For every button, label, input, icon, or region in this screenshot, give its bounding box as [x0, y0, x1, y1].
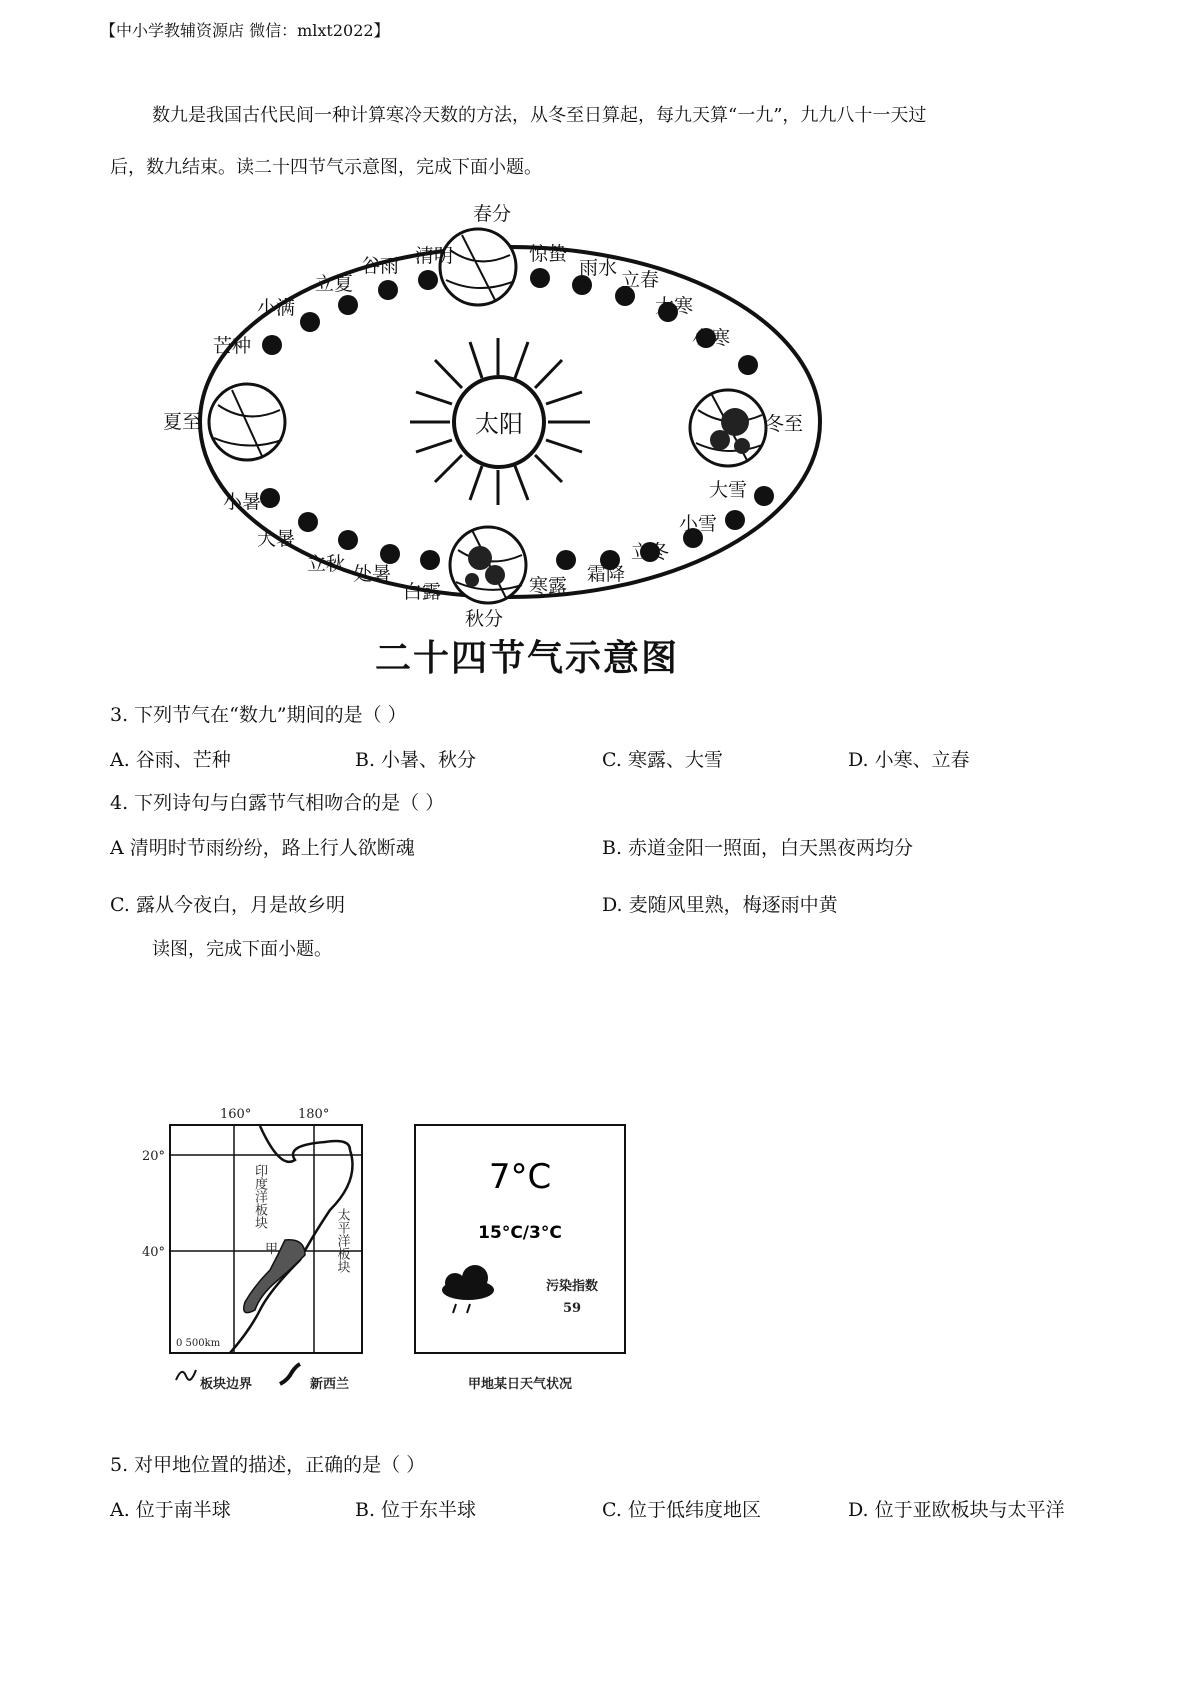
term-label: 大暑 — [256, 528, 296, 550]
new-zealand-map-figure — [110, 1070, 670, 1390]
term-label: 夏至 — [162, 411, 202, 433]
q4-option-b[interactable]: B. 赤道金阳一照面，白天黑夜两均分 — [602, 837, 914, 859]
map-place-jia: 甲 — [265, 1242, 279, 1257]
term-label: 冬至 — [764, 413, 804, 435]
intro-paragraph — [110, 90, 1110, 194]
weather-caption: 甲地某日天气状况 — [467, 1377, 573, 1392]
q3-option-b[interactable]: B. 小暑、秋分 — [355, 749, 477, 771]
q3-option-d[interactable]: D. 小寒、立春 — [848, 749, 970, 771]
legend-nz-label: 新西兰 — [310, 1377, 350, 1392]
map-lat-40: 40° — [142, 1245, 166, 1260]
legend-nz-icon — [280, 1364, 300, 1384]
term-label: 寒露 — [528, 575, 568, 597]
sun-label: 太阳 — [475, 410, 523, 438]
pollution-value: 59 — [562, 1301, 582, 1316]
q5-stem: 5. 对甲地位置的描述，正确的是（ ） — [110, 1454, 426, 1476]
term-label: 雨水 — [578, 257, 618, 279]
weather-temp: 7°C — [488, 1157, 552, 1197]
q5-option-a[interactable]: A. 位于南半球 — [110, 1499, 231, 1521]
intro-line-2: 后，数九结束。读二十四节气示意图，完成下面小题。 — [110, 157, 542, 178]
term-label: 清明 — [414, 245, 454, 267]
pollution-label: 污染指数 — [545, 1279, 599, 1294]
q3-option-a[interactable]: A. 谷雨、芒种 — [110, 749, 231, 771]
q5-option-b[interactable]: B. 位于东半球 — [355, 1499, 477, 1521]
q4-option-c[interactable]: C. 露从今夜白，月是故乡明 — [110, 894, 345, 916]
legend-boundary-label: 板块边界 — [200, 1377, 253, 1392]
term-label: 小暑 — [222, 491, 262, 513]
q3-option-c[interactable]: C. 寒露、大雪 — [602, 749, 723, 771]
q5-option-c[interactable]: C. 位于低纬度地区 — [602, 1499, 761, 1521]
map-scale: 0 500km — [176, 1338, 221, 1349]
term-label: 秋分 — [464, 608, 504, 630]
read-instruction: 读图，完成下面小题。 — [152, 939, 332, 960]
term-label: 立冬 — [630, 541, 670, 563]
map-lon-180: 180° — [298, 1107, 330, 1122]
q4-stem: 4. 下列诗句与白露节气相吻合的是（ ） — [110, 792, 445, 814]
term-label: 大寒 — [654, 295, 694, 317]
term-label: 谷雨 — [360, 255, 400, 277]
term-label: 处暑 — [352, 563, 392, 585]
term-label: 小雪 — [678, 513, 718, 535]
q3-stem: 3. 下列节气在“数九”期间的是（ ） — [110, 704, 407, 726]
term-label: 小满 — [256, 297, 296, 319]
map-lon-160: 160° — [220, 1107, 252, 1122]
term-label: 芒种 — [212, 335, 252, 357]
figure1-title: 二十四节气示意图 — [375, 638, 680, 679]
intro-line-1: 数九是我国古代民间一种计算寒冷天数的方法，从冬至日算起，每九天算“一九”，九九八十一天过 — [152, 105, 927, 126]
solar-terms-diagram — [150, 200, 870, 630]
map-lat-20: 20° — [142, 1149, 166, 1164]
term-label: 白露 — [402, 581, 442, 603]
q5-option-d[interactable]: D. 位于亚欧板块与太平洋 — [848, 1499, 1065, 1521]
map-indian-plate: 印度洋板块 — [202, 1164, 267, 1179]
term-label: 惊蛰 — [528, 243, 568, 265]
term-label: 立夏 — [314, 273, 354, 295]
term-label: 立秋 — [306, 553, 346, 575]
q4-option-a[interactable]: A 清明时节雨纷纷，路上行人欲断魂 — [110, 837, 415, 859]
term-label: 立春 — [620, 269, 660, 291]
map-pacific-plate: 太平洋板块 — [334, 1208, 350, 1273]
term-label: 春分 — [472, 203, 512, 225]
term-label: 霜降 — [586, 563, 626, 585]
header-note: 【中小学教辅资源店 微信：mlxt2022】 — [100, 21, 390, 40]
weather-range: 15°C/3°C — [478, 1223, 562, 1243]
map-frame — [170, 1125, 362, 1353]
q4-option-d[interactable]: D. 麦随风里熟，梅逐雨中黄 — [602, 894, 838, 916]
term-label: 大雪 — [708, 479, 748, 501]
term-label: 小寒 — [691, 327, 731, 349]
legend-boundary-icon — [176, 1370, 196, 1380]
